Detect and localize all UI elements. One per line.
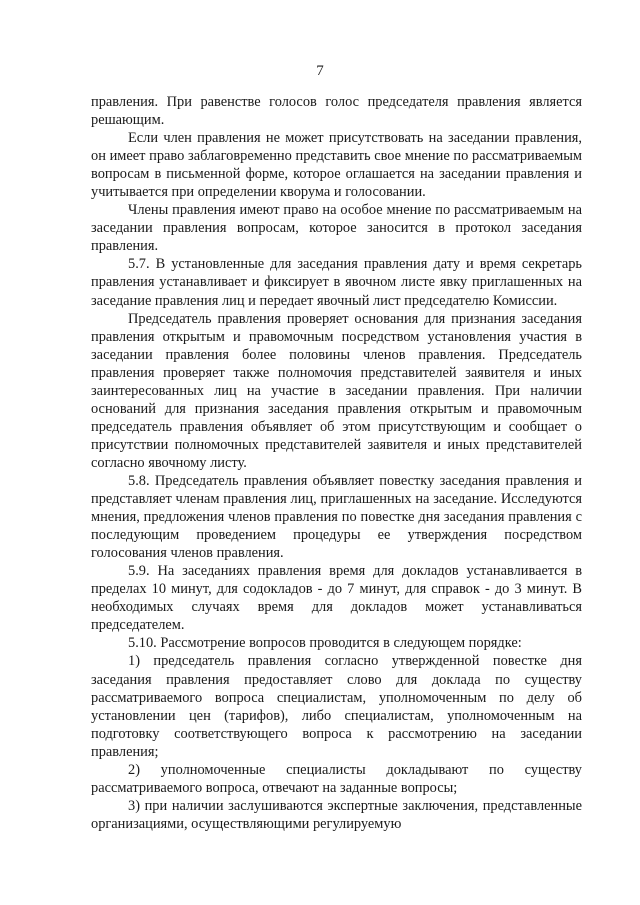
page-number: 7 (316, 63, 324, 79)
paragraph-absent-member-opinion: Если член правления не может присутствовать на заседании правления, он имеет право заблаговременно представить свое мнение по рассматриваемым вопросам в письменной форме, которое оглашается на заседании правления и учитывается при определении кворума и голосовании. (91, 130, 582, 201)
paragraph-continuation: правления. При равенстве голосов голос председателя правления является решающим. (91, 94, 582, 129)
paragraph-clause-5-9: 5.9. На заседаниях правления время для докладов устанавливается в пределах 10 минут, для содокладов - до 7 минут, для справок - до 3 минут. В необходимых случаях время для докладов может устанавливаться председателем. (91, 563, 582, 634)
paragraph-item-1: 1) председатель правления согласно утвержденной повестке дня заседания правления предоставляет слово для доклада по существу рассматриваемого вопроса специалистам, уполномоченным по делу об установлении цен (тарифов), либо специалистам, уполномоченным на подготовку соответствующего вопроса к рассмотрению на заседании правления; (91, 653, 582, 760)
paragraph-item-2: 2) уполномоченные специалисты докладывают по существу рассматриваемого вопроса, отвечают на заданные вопросы; (91, 761, 582, 796)
document-body (91, 93, 582, 833)
paragraph-dissenting-opinion: Члены правления имеют право на особое мнение по рассматриваемым на заседании правления вопросам, которое заносится в протокол заседания правления. (91, 202, 582, 255)
paragraph-clause-5-10: 5.10. Рассмотрение вопросов проводится в следующем порядке: (128, 635, 522, 652)
paragraph-quorum-check: Председатель правления проверяет основания для признания заседания правления открытым и правомочным посредством установления участия в заседании правления более половины членов правления. Председатель правления проверяет также полномочия представителей заявителя и иных заинтересованных лиц на участие в заседании правления. При наличии оснований для признания заседания правления открытым и правомочным председатель правления объявляет об этом присутствующим и сообщает о присутствии полномочных представителей заявителя и иных представителей согласно явочному листу. (91, 310, 582, 471)
paragraph-clause-5-8: 5.8. Председатель правления объявляет повестку заседания правления и представляет членам правления лиц, приглашенных на заседание. Исследуются мнения, предложения членов правления по повестке дня заседания правления с последующим проведением процедуры ее утверждения посредством голосования членов правления. (91, 472, 582, 562)
paragraph-item-3: 3) при наличии заслушиваются экспертные заключения, представленные организациями, осуществляющими регулируемую (91, 797, 582, 832)
paragraph-clause-5-7: 5.7. В установленные для заседания правления дату и время секретарь правления устанавливает и фиксирует в явочном листе явку приглашенных на заседание правления лиц и передает явочный лист председателю Комиссии. (91, 256, 582, 309)
